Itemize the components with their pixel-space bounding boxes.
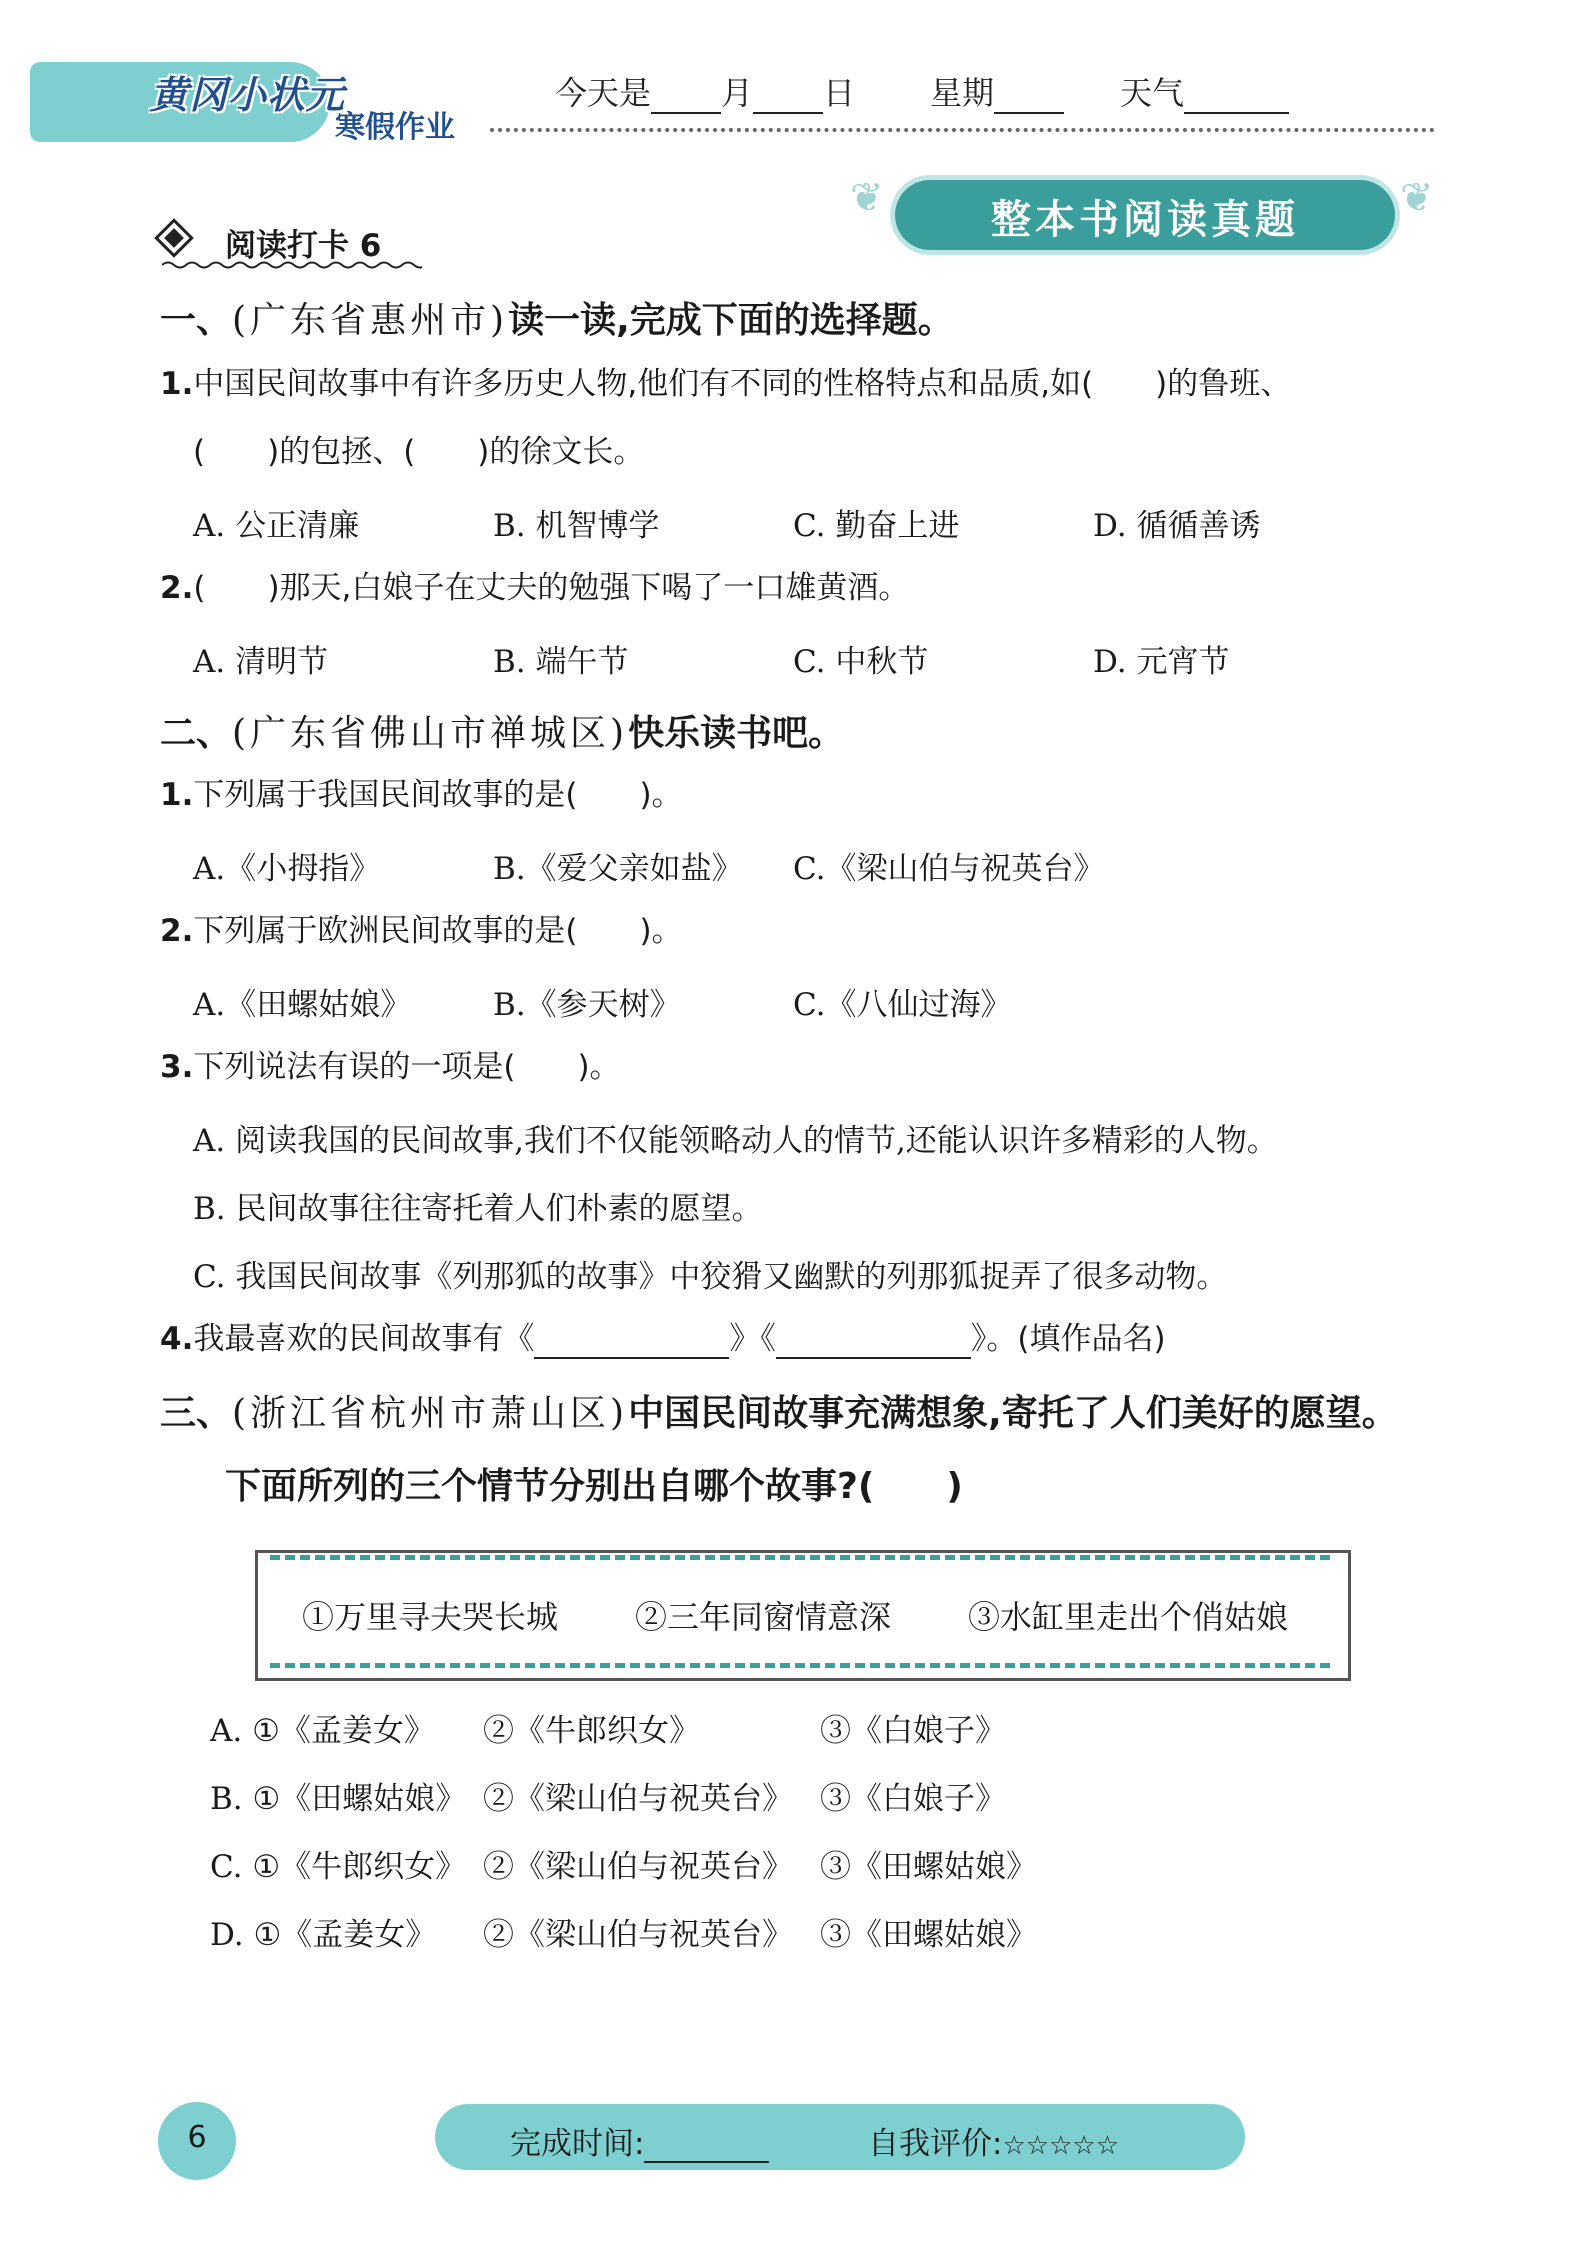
self-evaluation-label: 自我评价: [868, 2126, 1003, 2162]
plot-box-top-dash [270, 1555, 1330, 1560]
s1-q1-option-d[interactable]: D. 循循善诱 [1093, 508, 1261, 544]
plot-3: ③水缸里走出个俏姑娘 [968, 1598, 1289, 1636]
leaf-left-icon: ❦ [850, 175, 884, 221]
section-1-heading: 一、(广东省惠州市)读一读,完成下面的选择题。 [160, 300, 954, 341]
weather-label: 天气 [1120, 74, 1185, 112]
weather-field [1120, 68, 1289, 114]
s3-option-c-1[interactable]: C. ①《牛郎织女》 [210, 1849, 467, 1885]
s1-q1-line2: ( )的包拯、( )的徐文长。 [193, 434, 645, 470]
section-3-region: (浙江省杭州市萧山区) [232, 1393, 629, 1434]
s2-q3-option-a[interactable]: A. 阅读我国的民间故事,我们不仅能领略动人的情节,还能认识许多精彩的人物。 [193, 1123, 1278, 1159]
weekday-blank[interactable] [994, 82, 1064, 114]
plot-box-bottom-dash [270, 1663, 1330, 1668]
section-2-title: 快乐读书吧。 [628, 713, 845, 754]
section-3-heading: 三、(浙江省杭州市萧山区)中国民间故事充满想象,寄托了人们美好的愿望。 [160, 1393, 1398, 1434]
banner-title: 整本书阅读真题 [991, 197, 1299, 243]
s3-option-d-1[interactable]: D. ①《孟姜女》 [210, 1917, 437, 1953]
page-number: 6 [187, 2120, 207, 2155]
s3-option-d-3: ③《田螺姑娘》 [820, 1917, 1037, 1953]
s2-q2-option-c[interactable]: C.《八仙过海》 [793, 987, 1012, 1023]
section-1-region: (广东省惠州市) [232, 300, 509, 341]
s2-q3-option-b[interactable]: B. 民间故事往往寄托着人们朴素的愿望。 [193, 1191, 763, 1227]
s1-q2-option-c[interactable]: C. 中秋节 [793, 644, 929, 680]
wavy-underline [162, 260, 422, 270]
leaf-right-icon: ❦ [1400, 175, 1434, 221]
self-evaluation [868, 2118, 1119, 2163]
weekday-field [930, 68, 1064, 114]
plot-1: ①万里寻夫哭长城 [302, 1598, 559, 1636]
s2-q3-option-c[interactable]: C. 我国民间故事《列那狐的故事》中狡猾又幽默的列那狐捉弄了很多动物。 [193, 1259, 1228, 1295]
s1-q1-option-a[interactable]: A. 公正清廉 [193, 508, 360, 544]
s3-option-b-3: ③《白娘子》 [820, 1781, 1006, 1817]
day-blank[interactable] [753, 82, 823, 114]
checkin-label: 阅读打卡 6 [225, 228, 382, 264]
s3-option-d-2: ②《梁山伯与祝英台》 [483, 1917, 793, 1953]
header-dotted-line [490, 128, 1435, 132]
brand-logo: 黄冈小状元 [150, 72, 346, 117]
s1-q2-option-b[interactable]: B. 端午节 [493, 644, 629, 680]
month-label: 月 [721, 74, 754, 112]
s1-q2-option-d[interactable]: D. 元宵节 [1093, 644, 1230, 680]
section-3-title: 中国民间故事充满想象,寄托了人们美好的愿望。 [628, 1393, 1398, 1434]
section-2-heading: 二、(广东省佛山市禅城区)快乐读书吧。 [160, 713, 845, 754]
completion-time [510, 2118, 769, 2163]
date-prefix: 今天是 [555, 74, 652, 112]
s1-q1-line1: 1.中国民间故事中有许多历史人物,他们有不同的性格特点和品质,如( )的鲁班、 [160, 366, 1292, 402]
s2-q1-option-c[interactable]: C.《梁山伯与祝英台》 [793, 851, 1105, 887]
s3-option-a-1[interactable]: A. ①《孟姜女》 [210, 1713, 435, 1749]
weekday-label: 星期 [930, 74, 995, 112]
s3-option-a-3: ③《白娘子》 [820, 1713, 1006, 1749]
section-2-region: (广东省佛山市禅城区) [232, 713, 629, 754]
favorite-story-blank-1[interactable] [534, 1323, 729, 1359]
s3-option-b-2: ②《梁山伯与祝英台》 [483, 1781, 793, 1817]
s3-option-c-3: ③《田螺姑娘》 [820, 1849, 1037, 1885]
plot-2: ②三年同窗情意深 [635, 1598, 892, 1636]
section-3-question: 下面所列的三个情节分别出自哪个故事?( ) [225, 1466, 963, 1507]
s1-q2-option-a[interactable]: A. 清明节 [193, 644, 329, 680]
s1-q2: 2.( )那天,白娘子在丈夫的勉强下喝了一口雄黄酒。 [160, 570, 910, 606]
s2-q1-option-b[interactable]: B.《爱父亲如盐》 [493, 851, 743, 887]
favorite-story-blank-2[interactable] [776, 1323, 971, 1359]
s1-q1-option-b[interactable]: B. 机智博学 [493, 508, 660, 544]
s2-q2-option-b[interactable]: B.《参天树》 [493, 987, 681, 1023]
s2-q4: 4.我最喜欢的民间故事有《 》《 》。(填作品名) [160, 1321, 1166, 1357]
date-field [555, 68, 855, 114]
s1-q1-option-c[interactable]: C. 勤奋上进 [793, 508, 960, 544]
s2-q3: 3.下列说法有误的一项是( )。 [160, 1049, 621, 1085]
s3-option-a-2: ②《牛郎织女》 [483, 1713, 700, 1749]
s3-option-b-1[interactable]: B. ①《田螺姑娘》 [210, 1781, 467, 1817]
s2-q1: 1.下列属于我国民间故事的是( )。 [160, 777, 683, 813]
star-rating[interactable]: ☆☆☆☆☆ [1002, 2131, 1119, 2161]
s2-q2: 2.下列属于欧洲民间故事的是( )。 [160, 913, 683, 949]
month-blank[interactable] [651, 82, 721, 114]
completion-time-blank[interactable] [644, 2131, 769, 2163]
weather-blank[interactable] [1184, 82, 1289, 114]
s3-option-c-2: ②《梁山伯与祝英台》 [483, 1849, 793, 1885]
brand-subtitle: 寒假作业 [335, 110, 455, 145]
section-1-title: 读一读,完成下面的选择题。 [508, 300, 954, 341]
completion-time-label: 完成时间: [510, 2126, 645, 2162]
s2-q2-option-a[interactable]: A.《田螺姑娘》 [193, 987, 412, 1023]
day-label: 日 [823, 74, 856, 112]
s2-q1-option-a[interactable]: A.《小拇指》 [193, 851, 381, 887]
